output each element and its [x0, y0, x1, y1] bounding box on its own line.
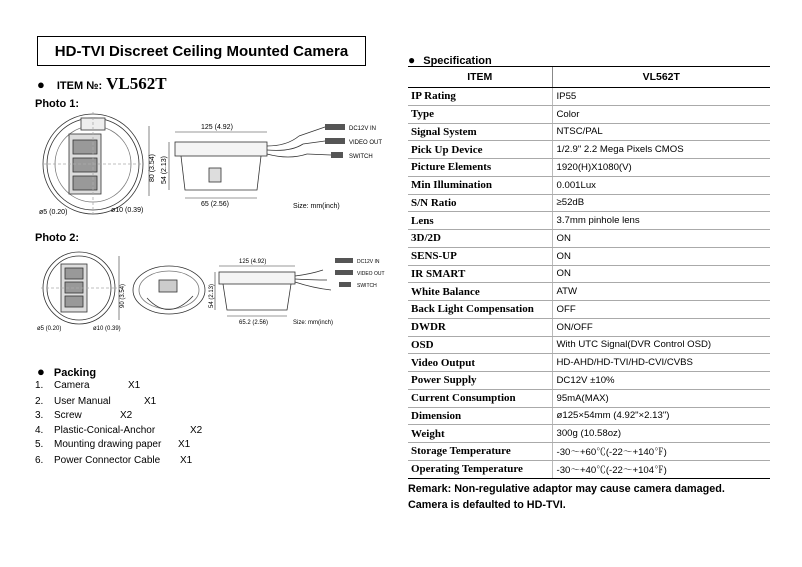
- spec-key: S/N Ratio: [408, 194, 552, 212]
- item-line: [37, 74, 167, 94]
- photo2-dim-side-height: 54 (2.13): [209, 283, 215, 308]
- photo1-cable-dc-label: DC12V IN: [349, 126, 377, 132]
- spec-value: OFF: [552, 301, 770, 319]
- spec-value: NTSC/PAL: [552, 123, 770, 141]
- photo2-dim-width: 125 (4.92): [239, 259, 267, 265]
- spec-value: -30～+60℃(-22～+140℉): [552, 443, 770, 461]
- spec-value: 0.001Lux: [552, 176, 770, 194]
- remark-line-1: Remark: Non-regulative adaptor may cause camera damaged.: [408, 483, 725, 495]
- spec-value: With UTC Signal(DVR Control OSD): [552, 336, 770, 354]
- spec-value: 3.7mm pinhole lens: [552, 212, 770, 230]
- top-view-drawing: [43, 112, 143, 216]
- spec-row: [408, 141, 770, 159]
- spec-value: ON: [552, 230, 770, 248]
- bullet-icon: ●: [37, 77, 45, 92]
- spec-row: [408, 159, 770, 177]
- spec-row: [408, 354, 770, 372]
- spec-row: [408, 283, 770, 301]
- perspective-view-drawing: [133, 266, 205, 314]
- spec-table-body: [408, 88, 770, 479]
- spec-row: [408, 230, 770, 248]
- packing-item: 3. Screw X2: [35, 410, 133, 421]
- spec-heading: [408, 53, 492, 67]
- photo2-cable-switch-label: SWITCH: [357, 283, 377, 289]
- spec-key: DWDR: [408, 318, 552, 336]
- item-model: VL562T: [106, 74, 167, 93]
- spec-key: 3D/2D: [408, 230, 552, 248]
- spec-row: [408, 212, 770, 230]
- packing-item: 6. Power Connector Cable X1: [35, 455, 193, 466]
- spec-row: [408, 372, 770, 390]
- spec-value: 1920(H)X1080(V): [552, 159, 770, 177]
- spec-key: White Balance: [408, 283, 552, 301]
- spec-key: Lens: [408, 212, 552, 230]
- spec-value: IP55: [552, 88, 770, 106]
- spec-key: OSD: [408, 336, 552, 354]
- spec-key: Pick Up Device: [408, 141, 552, 159]
- spec-value: ATW: [552, 283, 770, 301]
- spec-key: Min Illumination: [408, 176, 552, 194]
- spec-value: 300g (10.58oz): [552, 425, 770, 443]
- photo1-dim-base: 65 (2.56): [201, 201, 230, 208]
- spec-value: ON: [552, 265, 770, 283]
- photo1-drawing: [35, 112, 383, 224]
- photo2-size-note: Size: mm(inch): [293, 320, 334, 326]
- photo2-cable-video-label: VIDEO OUT: [357, 271, 385, 277]
- spec-row: [408, 460, 770, 478]
- spec-row: [408, 443, 770, 461]
- spec-row: [408, 105, 770, 123]
- packing-heading: [37, 364, 96, 379]
- photo1-dim-hole-small: ø5 (0.20): [39, 209, 68, 216]
- photo1-size-note: Size: mm(inch): [293, 203, 340, 210]
- bullet-icon: ●: [408, 53, 416, 67]
- item-label: ITEM №:: [56, 80, 103, 92]
- photo2-drawing: [35, 250, 385, 342]
- top-view-drawing: [41, 252, 117, 324]
- spec-row: [408, 247, 770, 265]
- spec-key: IR SMART: [408, 265, 552, 283]
- photo1-dim-height: 80 (3.54): [149, 153, 156, 182]
- side-view-drawing: [219, 270, 331, 310]
- spec-key: Operating Temperature: [408, 460, 552, 478]
- spec-value: ø125×54mm (4.92"×2.13"): [552, 407, 770, 425]
- remark-note: [408, 481, 725, 513]
- spec-row: [408, 389, 770, 407]
- spec-row: [408, 265, 770, 283]
- spec-value: DC12V ±10%: [552, 372, 770, 390]
- spec-row: [408, 88, 770, 106]
- spec-key: Back Light Compensation: [408, 301, 552, 319]
- spec-key: Video Output: [408, 354, 552, 372]
- spec-row: [408, 176, 770, 194]
- spec-key: Picture Elements: [408, 159, 552, 177]
- spec-key: Dimension: [408, 407, 552, 425]
- spec-header-model: VL562T: [552, 67, 770, 88]
- packing-item: 1. Camera X1: [35, 380, 141, 391]
- photo2-dim-hole-big: ø10 (0.39): [93, 326, 121, 332]
- spec-value: ≥52dB: [552, 194, 770, 212]
- spec-row: [408, 318, 770, 336]
- spec-value: Color: [552, 105, 770, 123]
- photo1-dim-side-height: 54 (2.13): [161, 155, 168, 184]
- spec-header-row: [408, 67, 770, 88]
- spec-row: [408, 336, 770, 354]
- spec-header-item: ITEM: [408, 67, 552, 88]
- spec-value: 1/2.9" 2.2 Mega Pixels CMOS: [552, 141, 770, 159]
- photo1-cable-switch-label: SWITCH: [349, 154, 373, 160]
- spec-row: [408, 407, 770, 425]
- photo2-dim-height: 90 (3.54): [120, 283, 126, 308]
- spec-value: ON/OFF: [552, 318, 770, 336]
- spec-key: IP Rating: [408, 88, 552, 106]
- page-title: HD-TVI Discreet Ceiling Mounted Camera: [37, 36, 366, 66]
- packing-item: 4. Plastic-Conical-Anchor X2: [35, 425, 203, 436]
- packing-title: Packing: [53, 367, 97, 379]
- spec-row: [408, 123, 770, 141]
- spec-row: [408, 194, 770, 212]
- spec-key: Type: [408, 105, 552, 123]
- photo2-dim-base: 65.2 (2.56): [239, 320, 269, 326]
- spec-key: Storage Temperature: [408, 443, 552, 461]
- photo1-dim-width: 125 (4.92): [201, 124, 233, 131]
- spec-value: -30～+40℃(-22～+104℉): [552, 460, 770, 478]
- spec-key: Weight: [408, 425, 552, 443]
- photo1-cable-video-label: VIDEO OUT: [349, 140, 383, 146]
- spec-key: Power Supply: [408, 372, 552, 390]
- spec-row: [408, 425, 770, 443]
- photo2-dim-hole-small: ø5 (0.20): [37, 326, 62, 332]
- photo1-label: Photo 1:: [35, 98, 79, 110]
- packing-item: 2. User Manual X1: [35, 396, 157, 407]
- photo2-cable-dc-label: DC12V IN: [357, 259, 380, 265]
- side-view-drawing: [175, 136, 307, 190]
- spec-value: 95mA(MAX): [552, 389, 770, 407]
- packing-item: 5. Mounting drawing paper X1: [35, 439, 191, 450]
- spec-title: Specification: [423, 55, 492, 67]
- spec-key: SENS-UP: [408, 247, 552, 265]
- spec-key: Current Consumption: [408, 389, 552, 407]
- spec-row: [408, 301, 770, 319]
- spec-table: [408, 66, 770, 479]
- spec-value: HD-AHD/HD-TVI/HD-CVI/CVBS: [552, 354, 770, 372]
- spec-value: ON: [552, 247, 770, 265]
- photo2-label: Photo 2:: [35, 232, 79, 244]
- remark-line-2: Camera is defaulted to HD-TVI.: [408, 499, 566, 511]
- bullet-icon: ●: [37, 364, 45, 379]
- photo1-dim-hole-big: ø10 (0.39): [111, 207, 144, 214]
- spec-key: Signal System: [408, 123, 552, 141]
